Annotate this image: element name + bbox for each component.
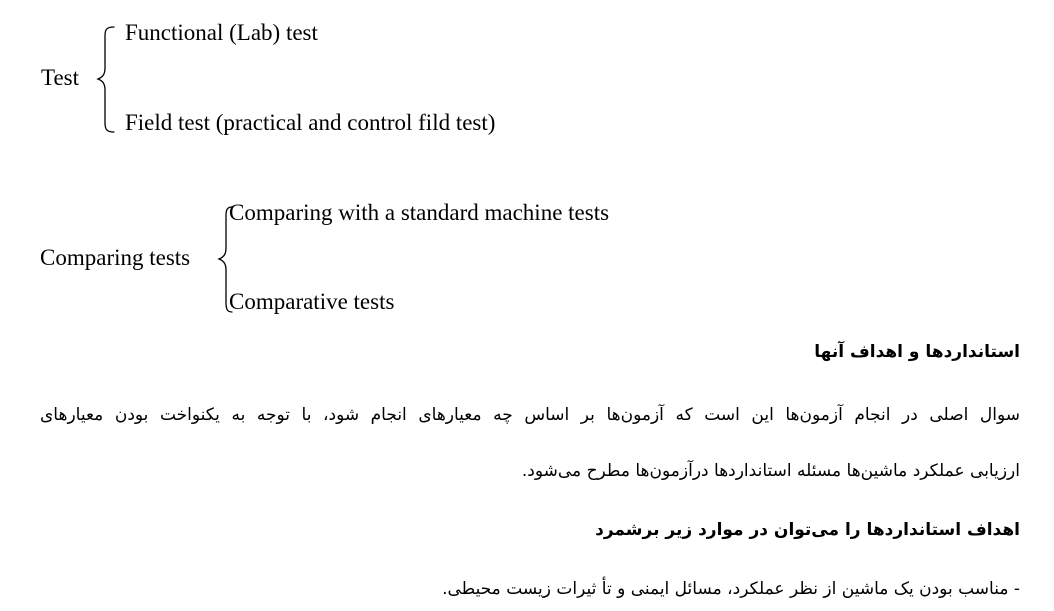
comparing-group-label: Comparing tests — [40, 245, 191, 270]
test-brace-icon — [96, 26, 118, 134]
comparing-item-standard: Comparing with a standard machine tests — [229, 200, 610, 225]
comparing-item-comparative: Comparative tests — [229, 289, 395, 314]
goals-heading: اهداف استانداردها را می‌توان در موارد زیر برشمرد — [595, 520, 1020, 540]
test-group-label: Test — [41, 65, 79, 90]
section-heading: استانداردها و اهداف آنها — [814, 342, 1020, 362]
goal-item: - مناسب بودن یک ماشین از نظر عملکرد، مسائل ایمنی و تأ ثیرات زیست محیطی. — [442, 579, 1020, 599]
test-item-field: Field test (practical and control fild test) — [125, 110, 496, 135]
paragraph-line-1: سوال اصلی در انجام آزمون‌ها این است که آزمون‌ها بر اساس چه معیارهای انجام شود، با توجه به یکنواخت بودن معیارهای — [40, 405, 1020, 425]
test-item-functional: Functional (Lab) test — [125, 20, 318, 45]
paragraph-line-2: ارزیابی عملکرد ماشین‌ها مسئله استانداردها درآزمون‌ها مطرح می‌شود. — [521, 461, 1020, 481]
